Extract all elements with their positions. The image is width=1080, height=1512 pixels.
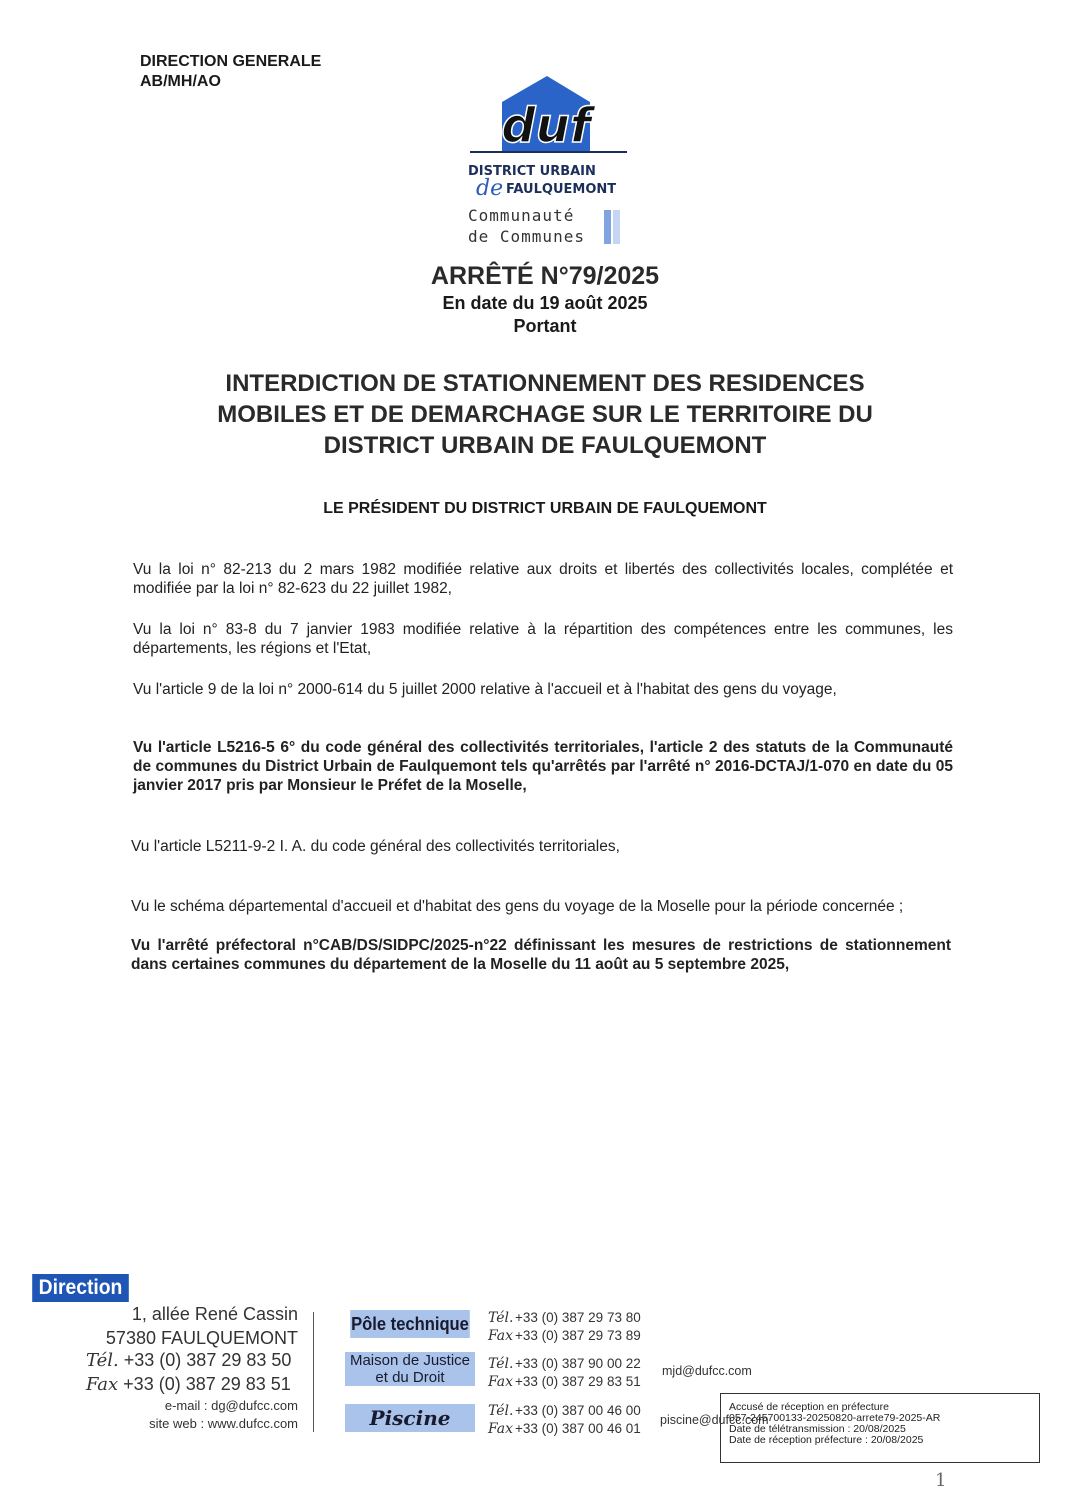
maison-justice-badge: Maison de Justice et du Droit (345, 1352, 475, 1386)
consideration-3: Vu l'article 9 de la loi n° 2000-614 du 5 juillet 2000 relative à l'accueil et à l'habitat des gens du voyage, (133, 681, 837, 698)
consideration-1: Vu la loi n° 82-213 du 2 mars 1982 modifiée relative aux droits et libertés des collectivités locales, complétée et modifiée par la loi n° 82-623 du 22 juillet 1982, (133, 561, 953, 597)
piscine-tel: +33 (0) 387 00 46 00 (515, 1403, 641, 1418)
logo-line2: FAULQUEMONT (506, 182, 617, 197)
piscine-fax: +33 (0) 387 00 46 01 (515, 1421, 641, 1436)
arrete-number: ARRÊTÉ N°79/2025 (430, 262, 660, 290)
main-title-line1: INTERDICTION DE STATIONNEMENT DES RESIDENCES (225, 370, 865, 397)
footer-divider (313, 1312, 314, 1432)
pole-tel-icon: Tél. (488, 1310, 514, 1326)
consideration-4: Vu l'article L5216-5 6° du code général des collectivités territoriales, l'article 2 des statuts de la Communauté de communes du District Urbain de Faulquemont tels qu'arrêtés par l'arrêté n° 2016-DCTAJ/1-070 en date du 05 janvier 2017 pris par Monsieur le Préfet de la Moselle, (133, 739, 953, 794)
mjd-tel-icon: Tél. (488, 1356, 514, 1372)
main-title-line3: DISTRICT URBAIN DE FAULQUEMONT (323, 432, 767, 459)
direction-tel-number: +33 (0) 387 29 83 50 (123, 1350, 292, 1370)
pole-technique-badge: Pôle technique (350, 1310, 470, 1338)
direction-header (140, 52, 321, 92)
main-title-line2: MOBILES ET DE DEMARCHAGE SUR LE TERRITOIRE DU (217, 401, 873, 428)
logo-bars-icon (604, 210, 624, 244)
pole-fax: +33 (0) 387 29 73 89 (515, 1328, 641, 1343)
consideration-2: Vu la loi n° 83-8 du 7 janvier 1983 modifiée relative à la répartition des compétences entre les communes, les départements, les régions et l'Etat, (133, 621, 953, 657)
duf-mark-text: duf (501, 98, 591, 154)
consideration-5: Vu l'article L5211-9-2 I. A. du code général des collectivités territoriales, (131, 838, 620, 855)
piscine-tel-icon: Tél. (488, 1403, 514, 1419)
address-line2: 57380 FAULQUEMONT (105, 1328, 298, 1348)
pole-fax-icon: Fax (488, 1328, 514, 1344)
direction-site: site web : www.dufcc.com (149, 1416, 298, 1431)
logo-cc-line1: Communauté (468, 206, 575, 225)
arrete-date: En date du 19 août 2025 (442, 293, 648, 313)
duf-house-icon (462, 72, 632, 162)
consideration-6: Vu le schéma départemental d'accueil et d'habitat des gens du voyage de la Moselle pour la période concernée ; (131, 898, 904, 915)
mjd-fax-icon: Fax (488, 1374, 514, 1390)
direction-tel (86, 1350, 298, 1371)
direction-email: e-mail : dg@dufcc.com (164, 1398, 298, 1413)
mjd-email: mjd@dufcc.com (662, 1364, 752, 1378)
pole-tel: +33 (0) 387 29 73 80 (515, 1310, 641, 1325)
stamp-line3: Date de télétransmission : 20/08/2025 (729, 1423, 906, 1435)
logo-line1: DISTRICT URBAIN (468, 164, 596, 179)
direction-badge: Direction (32, 1274, 129, 1302)
address-line1: 1, allée René Cassin (131, 1304, 298, 1324)
piscine-badge: Piscine (345, 1404, 475, 1432)
piscine-fax-icon: Fax (488, 1421, 514, 1437)
page-number: 1 (935, 1470, 947, 1491)
stamp-line1: Accusé de réception en préfecture (729, 1401, 889, 1413)
duf-logo (462, 72, 632, 252)
main-title (0, 368, 1080, 461)
direction-fax (86, 1374, 298, 1395)
stamp-line4: Date de réception préfecture : 20/08/2025 (729, 1434, 924, 1446)
piscine-email: piscine@dufcc.com (660, 1413, 769, 1427)
direction-line1: DIRECTION GENERALE (140, 53, 322, 70)
direction-fax-number: +33 (0) 387 29 83 51 (123, 1374, 291, 1394)
president-heading: LE PRÉSIDENT DU DISTRICT URBAIN DE FAULQUEMONT (323, 500, 767, 517)
logo-de: de (476, 176, 504, 201)
prefecture-stamp (720, 1393, 1040, 1463)
stamp-line2: 057-245700133-20250820-arrete79-2025-AR (729, 1412, 941, 1424)
fax-label: Fax (86, 1374, 119, 1395)
direction-line2: AB/MH/AO (140, 73, 221, 90)
tel-label: Tél. (86, 1350, 119, 1371)
logo-cc-line2: de Communes (468, 227, 585, 246)
mjd-tel: +33 (0) 387 90 00 22 (515, 1356, 641, 1371)
portant-label: Portant (513, 316, 577, 336)
consideration-7: Vu l'arrêté préfectoral n°CAB/DS/SIDPC/2025-n°22 définissant les mesures de restrictions de stationnement dans certaines communes du département de la Moselle du 11 août au 5 septembre 2025, (131, 937, 951, 973)
mjd-fax: +33 (0) 387 29 83 51 (515, 1374, 641, 1389)
